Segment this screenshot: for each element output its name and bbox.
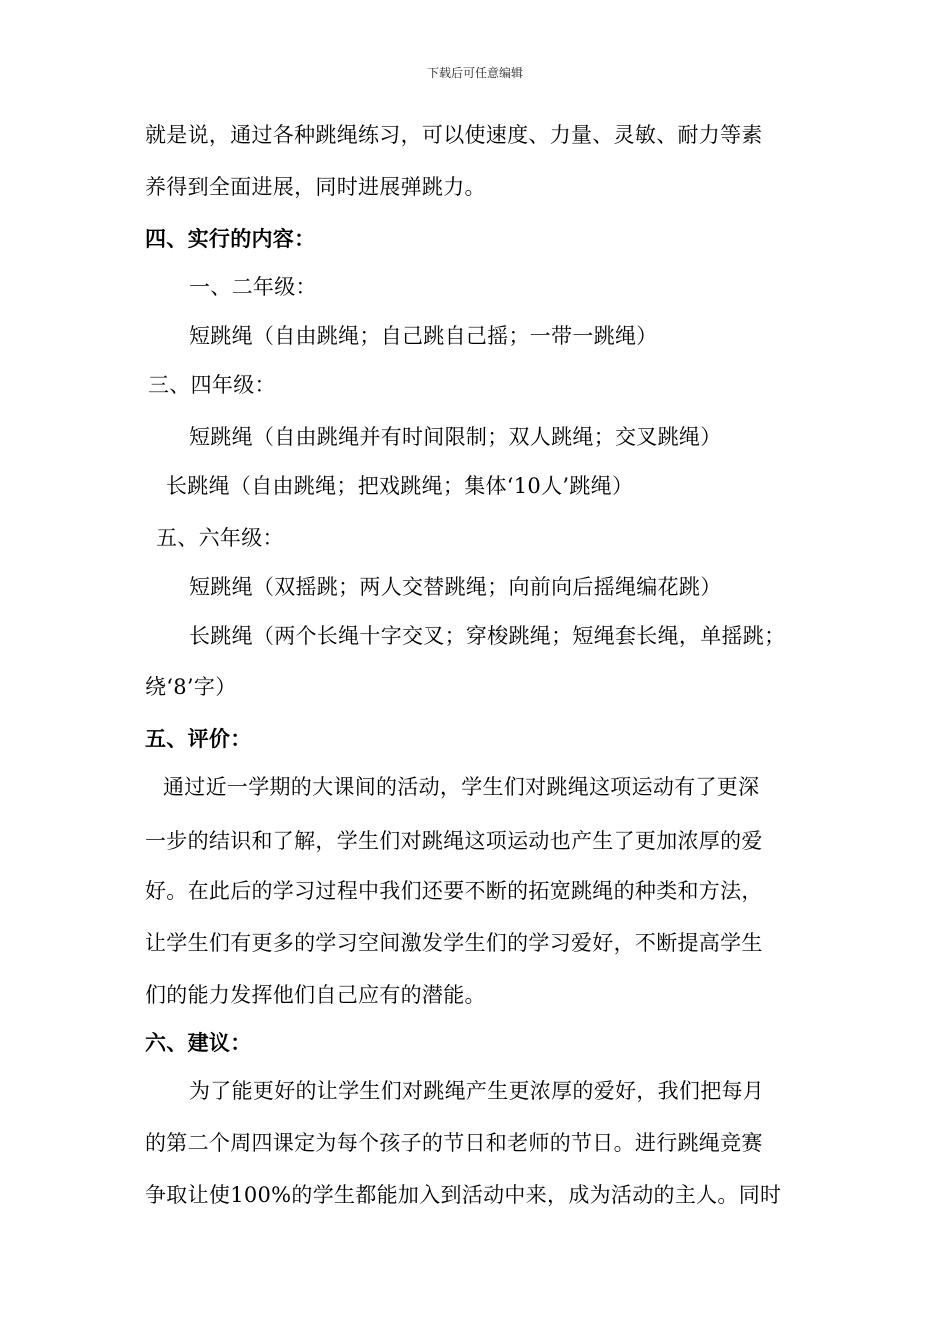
body-paragraph-line: 好。在此后的学习过程中我们还要不断的拓宽跳绳的种类和方法，	[145, 879, 763, 903]
list-item-line: 短跳绳（双摇跳；两人交替跳绳；向前向后摇绳编花跳）	[189, 575, 722, 599]
section-heading-content: 四、实行的内容：	[145, 226, 316, 251]
grade-heading-1-2: 一、二年级：	[189, 275, 317, 299]
body-paragraph-line: 争取让使100%的学生都能加入到活动中来，成为活动的主人。同时	[145, 1183, 782, 1207]
body-paragraph-line: 让学生们有更多的学习空间激发学生们的学习爱好，不断提高学生	[145, 931, 763, 955]
list-item-line: 长跳绳（两个长绳十字交叉；穿梭跳绳；短绳套长绳，单摇跳；	[189, 624, 786, 648]
body-paragraph-line: 为了能更好的让学生们对跳绳产生更浓厚的爱好，我们把每月	[189, 1079, 765, 1103]
body-paragraph-line: 通过近一学期的大课间的活动，学生们对跳绳这项运动有了更深	[163, 775, 760, 799]
list-item-line: 绕‘8’字）	[145, 675, 237, 699]
body-paragraph-line: 养得到全面进展，同时进展弹跳力。	[145, 175, 486, 199]
list-item-line: 短跳绳（自由跳绳；自己跳自己摇；一带一跳绳）	[189, 324, 658, 348]
section-heading-suggestions: 六、建议：	[145, 1030, 252, 1055]
body-paragraph-line: 们的能力发挥他们自己应有的潜能。	[145, 983, 486, 1007]
list-item-line: 长跳绳（自由跳绳；把戏跳绳；集体‘10人’跳绳）	[166, 474, 634, 498]
body-paragraph-line: 的第二个周四课定为每个孩子的节日和老师的节日。进行跳绳竞赛	[145, 1131, 763, 1155]
list-item-line: 短跳绳（自由跳绳并有时间限制；双人跳绳；交叉跳绳）	[189, 425, 722, 449]
body-paragraph-line: 就是说，通过各种跳绳练习，可以使速度、力量、灵敏、耐力等素	[145, 123, 763, 147]
section-heading-evaluation: 五、评价：	[145, 726, 252, 751]
grade-heading-5-6: 五、六年级：	[156, 526, 284, 550]
body-paragraph-line: 一步的结识和了解，学生们对跳绳这项运动也产生了更加浓厚的爱	[145, 829, 763, 853]
page-header: 下载后可任意编辑	[426, 66, 523, 80]
grade-heading-3-4: 三、四年级：	[148, 373, 276, 397]
